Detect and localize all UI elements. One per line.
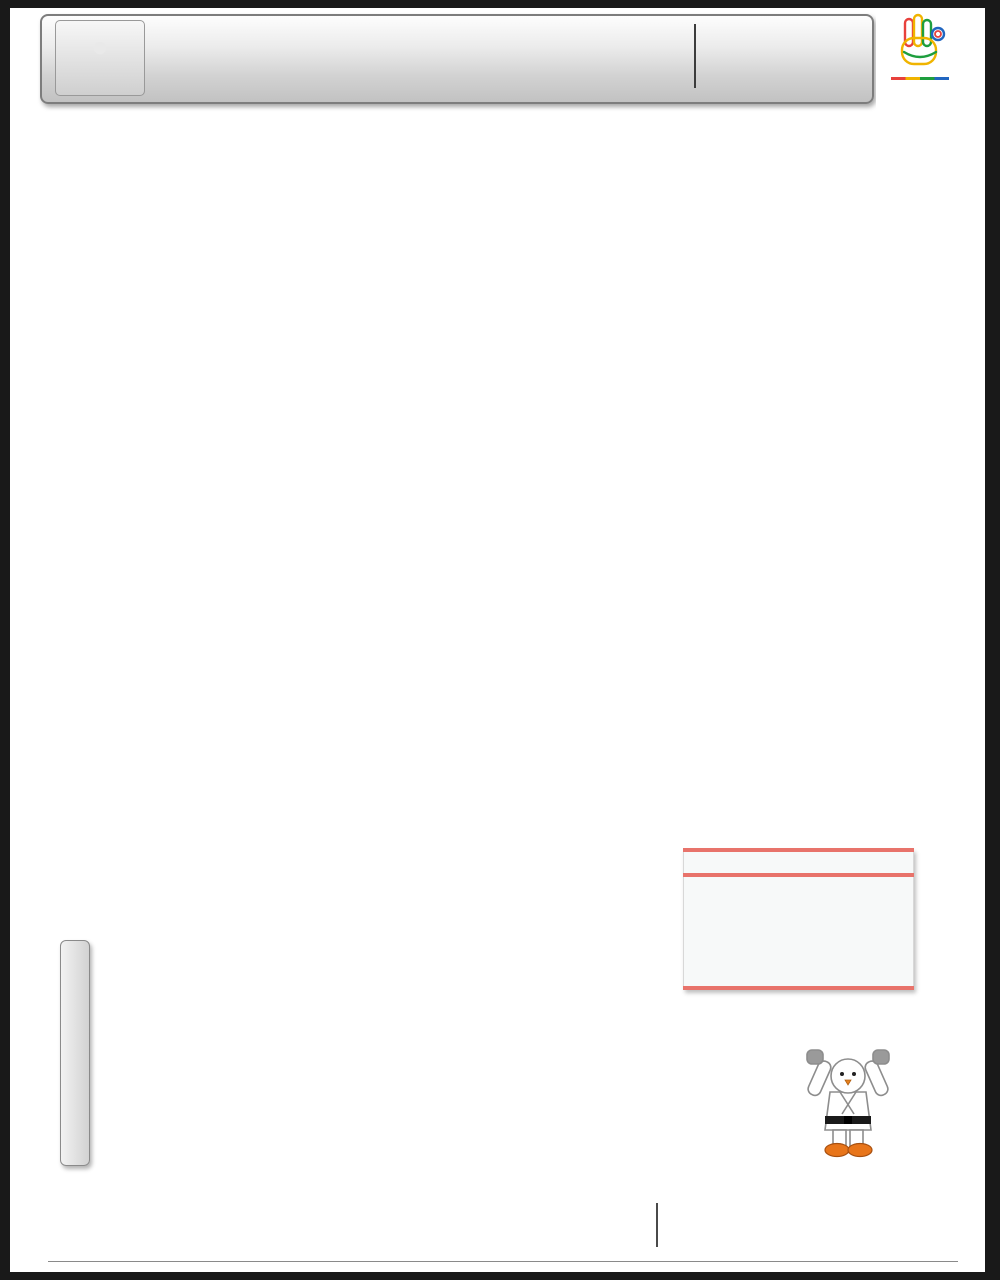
final-results-mid-bar xyxy=(683,873,914,877)
tokyo-hand-icon xyxy=(890,12,950,75)
final-results-bottom-bar xyxy=(683,986,914,990)
tokyo2025-logo xyxy=(876,12,964,108)
deaflympics-logo xyxy=(55,20,145,96)
tokyo-logo-stripe xyxy=(891,77,949,80)
final-results-top-bar xyxy=(683,848,914,852)
footer-divider xyxy=(656,1203,658,1247)
repechage-label-bar xyxy=(60,940,90,1166)
header-bar xyxy=(40,14,874,104)
statusbar-rule xyxy=(48,1261,958,1262)
mascot-illustration xyxy=(798,1046,898,1163)
header-divider xyxy=(694,24,696,88)
final-results-box xyxy=(683,849,914,990)
deaflympics-pinwheel-icon xyxy=(75,23,125,78)
